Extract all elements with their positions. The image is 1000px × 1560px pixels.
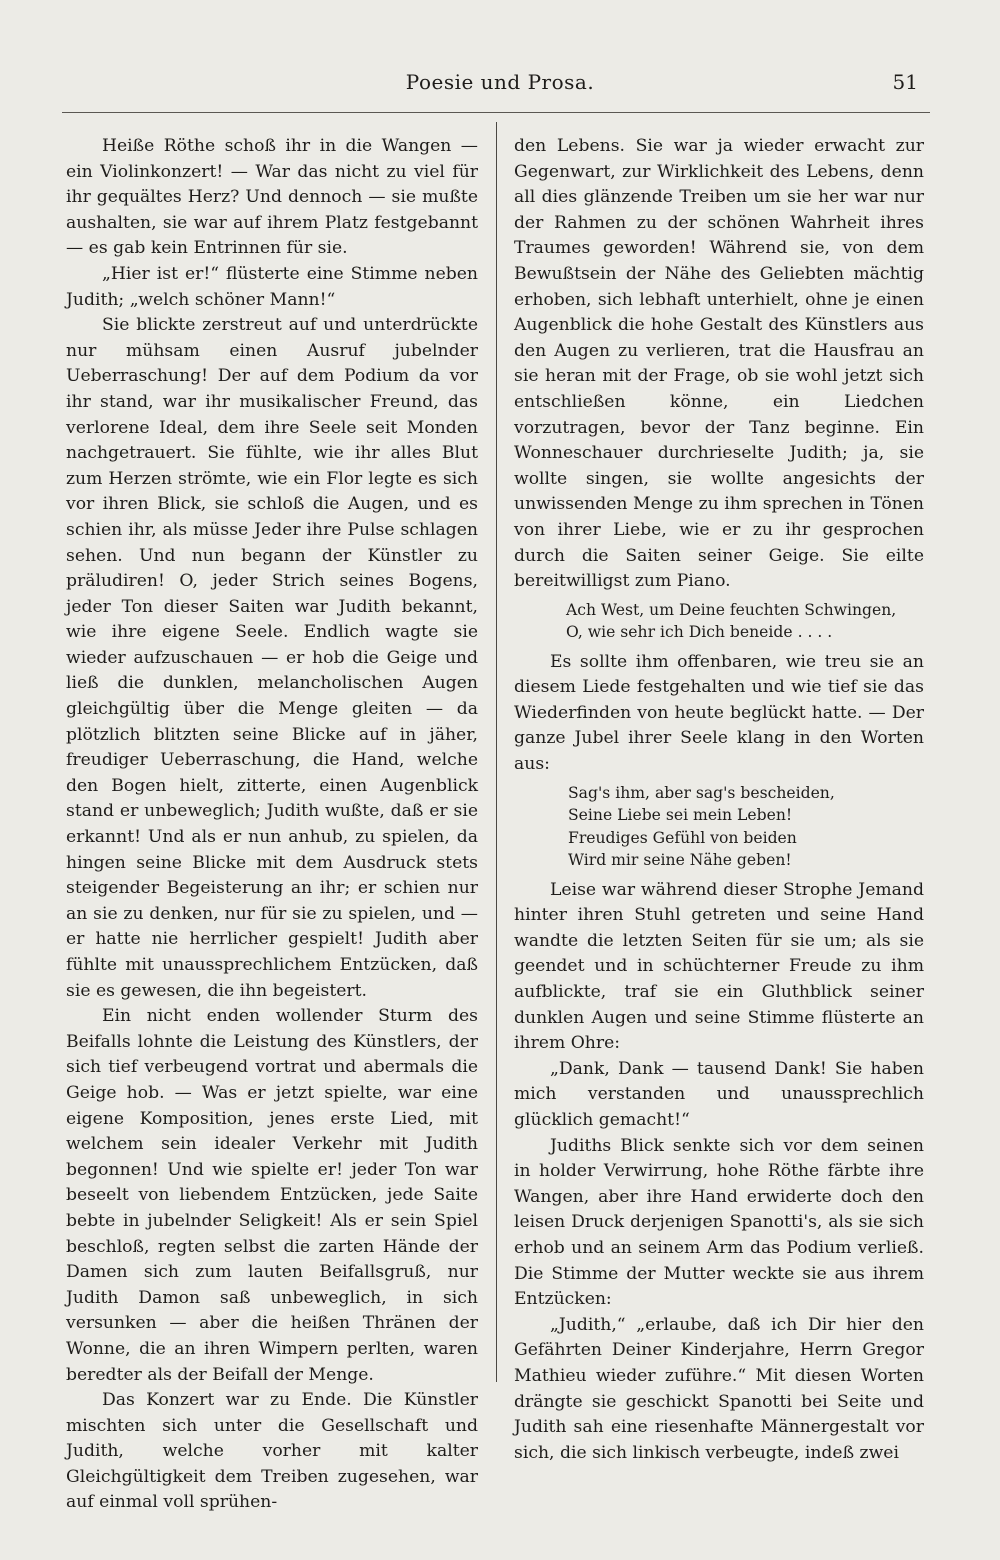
left-column	[66, 134, 478, 1516]
verse-line: Ach West, um Deine feuchten Schwingen,	[566, 600, 897, 619]
page-number: 51	[892, 70, 918, 94]
right-column	[514, 134, 924, 1466]
verse-line: O, wie sehr ich Dich beneide . . . .	[566, 623, 833, 642]
paragraph: Das Konzert war zu Ende. Die Künstler mischten sich unter die Gesellschaft und Judith, welche vorher mit kalter Gleichgültigkeit dem Treiben zugesehen, war auf einmal voll sprühen-	[66, 1390, 478, 1513]
paragraph: Es sollte ihm offenbaren, wie treu sie an diesem Liede festgehalten und wie tief sie das Wiederfinden von heute beglückt hatte. — Der ganze Jubel ihrer Seele klang in den Worten aus:	[514, 651, 924, 775]
paragraph: Judiths Blick senkte sich vor dem seinen in holder Verwirrung, hohe Röthe färbte ihre Wangen, aber ihre Hand erwiderte doch den leisen Druck derjenigen Spanotti's, als sie sich erhob und an seinem Arm das Podium verließ. Die Stimme der Mutter weckte sie aus ihrem Entzücken:	[514, 1135, 924, 1310]
verse-line: Wird mir seine Nähe geben!	[568, 851, 792, 870]
verse-block	[514, 782, 924, 872]
column-divider	[496, 122, 497, 1382]
verse-block	[514, 599, 924, 644]
paragraph: „Judith,“ „erlaube, daß ich Dir hier den Gefährten Deiner Kinderjahre, Herrn Gregor Mathieu wieder zuführe.“ Mit diesen Worten drängte sie geschickt Spanotti bei Seite und Judith sah eine riesenhafte Männergestalt vor sich, die sich linkisch verbeugte, indeß zwei	[514, 1314, 924, 1463]
header-rule	[62, 112, 930, 113]
paragraph: Leise war während dieser Strophe Jemand hinter ihren Stuhl getreten und seine Hand wandte die letzten Seiten für sie um; als sie geendet und in schüchterner Freude zu ihm aufblickte, traf sie ein Gluthblick seiner dunklen Augen und seine Stimme flüsterte an ihrem Ohre:	[514, 879, 924, 1054]
verse-line: Seine Liebe sei mein Leben!	[568, 806, 793, 825]
paragraph: Sie blickte zerstreut auf und unterdrückte nur mühsam einen Ausruf jubelnder Ueberraschung! Der auf dem Podium da vor ihr stand, war ihr musikalischer Freund, das verlorene Ideal, dem ihre Seele seit Monden nachgetrauert. Sie fühlte, wie ihr alles Blut zum Herzen strömte, wie ein Flor legte es sich vor ihren Blick, sie schloß die Augen, und es schien ihr, als müsse Jeder ihre Pulse schlagen sehen. Und nun begann der Künstler zu präludiren! O, jeder Strich seines Bogens, jeder Ton dieser Saiten war Judith bekannt, wie ihre eigene Seele. Endlich wagte sie wieder aufzuschauen — er hob die Geige und ließ die dunklen, melancholischen Augen gleichgültig über die Menge gleiten — da plötzlich blitzten seine Blicke auf in jäher, freudiger Ueberraschung, die Hand, welche den Bogen hielt, zitterte, einen Augenblick stand er unbeweglich; Judith wußte, daß er sie erkannt! Und als er nun anhub, zu spielen, da hingen seine Blicke mit dem Ausdruck stets steigender Begeisterung an ihr; er schien nur an sie zu denken, nur für sie zu spielen, und — er hatte nie herrlicher gespielt! Judith aber fühlte mit unaussprechlichem Entzücken, daß sie es gewesen, die ihn begeistert.	[66, 315, 478, 1001]
paragraph: Heiße Röthe schoß ihr in die Wangen — ein Violinkonzert! — War das nicht zu viel für ihr gequältes Herz? Und dennoch — sie mußte aushalten, sie war auf ihrem Platz festgebannt — es gab kein Entrinnen für sie.	[66, 136, 478, 259]
paragraph: „Hier ist er!“ flüsterte eine Stimme neben Judith; „welch schöner Mann!“	[66, 263, 478, 310]
verse-line: Sag's ihm, aber sag's bescheiden,	[568, 783, 835, 802]
paragraph: den Lebens. Sie war ja wieder erwacht zur Gegenwart, zur Wirklichkeit des Lebens, denn all dies glänzende Treiben um sie her war nur der Rahmen zu der schönen Wahrheit ihres Traumes geworden! Während sie, von dem Bewußtsein der Nähe des Geliebten mächtig erhoben, sich lebhaft unterhielt, ohne je einen Augenblick die hohe Gestalt des Künstlers aus den Augen zu verlieren, trat die Hausfrau an sie heran mit der Frage, ob sie wohl jetzt sich entschließen könne, ein Liedchen vorzutragen, bevor der Tanz beginne. Ein Wonneschauer durchrieselte Judith; ja, sie wollte singen, sie wollte angesichts der unwissenden Menge zu ihm sprechen in Tönen von ihrer Liebe, wie er zu ihr gesprochen durch die Saiten seiner Geige. Sie eilte bereitwilligst zum Piano.	[514, 136, 924, 592]
paragraph: „Dank, Dank — tausend Dank! Sie haben mich verstanden und unaussprechlich glücklich gemacht!“	[514, 1058, 924, 1130]
paragraph: Ein nicht enden wollender Sturm des Beifalls lohnte die Leistung des Künstlers, der sich tief verbeugend vortrat und abermals die Geige hob. — Was er jetzt spielte, war eine eigene Komposition, jenes erste Lied, mit welchem sein idealer Verkehr mit Judith begonnen! Und wie spielte er! jeder Ton war beseelt von liebendem Entzücken, jede Saite bebte in jubelnder Seligkeit! Als er sein Spiel beschloß, regten selbst die zarten Hände der Damen sich zum lauten Beifallsgruß, nur Judith Damon saß unbeweglich, in sich versunken — aber die heißen Thränen der Wonne, die an ihren Wimpern perlten, waren beredter als der Beifall der Menge.	[66, 1006, 478, 1385]
running-header-title: Poesie und Prosa.	[405, 70, 595, 94]
verse-line: Freudiges Gefühl von beiden	[568, 828, 797, 847]
